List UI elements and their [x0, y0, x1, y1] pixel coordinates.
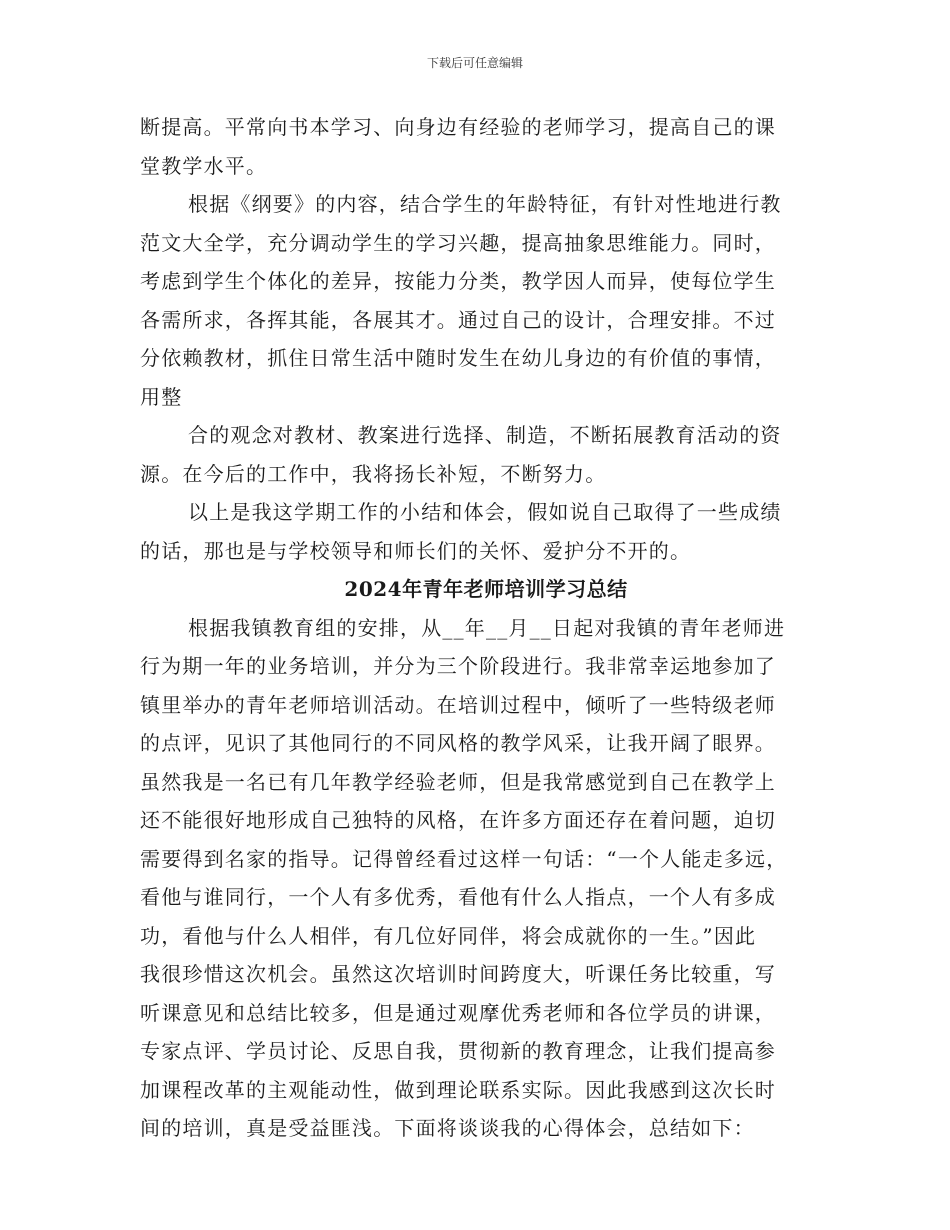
text-line: 范文大全学，充分调动学生的学习兴趣，提高抽象思维能力。同时， — [140, 230, 776, 255]
text-line: 功，看他与什么人相伴，有几位好同伴，将会成就你的一生。”因此 — [140, 923, 757, 948]
text-line: 用整 — [140, 384, 183, 409]
text-line: 合的观念对教材、教案进行选择、制造，不断拓展教育活动的资 — [188, 423, 782, 447]
text-line: 间的培训，真是受益匪浅。下面将谈谈我的心得体会，总结如下： — [140, 1116, 755, 1140]
section-title: 2024年青年老师培训学习总结 — [344, 577, 628, 601]
document-body — [140, 108, 812, 1148]
text-line: 考虑到学生个体化的差异，按能力分类，教学因人而异，使每位学生 — [140, 269, 776, 293]
text-line: 需要得到名家的指导。记得曾经看过这样一句话：“一个人能走多远， — [140, 846, 788, 871]
text-line: 看他与谁同行，一个人有多优秀，看他有什么人指点，一个人有多成 — [140, 885, 776, 909]
text-line: 的点评，见识了其他同行的不同风格的教学风采，让我开阔了眼界。 — [140, 731, 776, 755]
text-line: 断提高。平常向书本学习、向身边有经验的老师学习，提高自己的课 — [140, 115, 776, 139]
text-line: 根据《纲要》的内容，结合学生的年龄特征，有针对性地进行教 — [188, 192, 782, 216]
text-line: 各需所求，各挥其能，各展其才。通过自己的设计，合理安排。不过 — [140, 307, 776, 332]
text-line: 镇里举办的青年老师培训活动。在培训过程中，倾听了一些特级老师 — [140, 692, 776, 717]
text-line: 我很珍惜这次机会。虽然这次培训时间跨度大，听课任务比较重，写 — [140, 962, 776, 986]
text-line: 虽然我是一名已有几年教学经验老师，但是我常感觉到自己在教学上 — [140, 769, 776, 794]
text-line: 加课程改革的主观能动性，做到理论联系实际。因此我感到这次长时 — [140, 1077, 776, 1102]
page-header: 下载后可任意编辑 — [426, 56, 523, 70]
text-line: 分依赖教材，抓住日常生活中随时发生在幼儿身边的有价值的事情， — [140, 346, 776, 370]
text-line: 听课意见和总结比较多，但是通过观摩优秀老师和各位学员的讲课， — [140, 1000, 776, 1025]
text-line: 的话，那也是与学校领导和师长们的关怀、爱护分不开的。 — [140, 538, 692, 563]
text-line: 还不能很好地形成自己独特的风格，在许多方面还存在着问题，迫切 — [140, 808, 776, 832]
text-line: 源。在今后的工作中，我将扬长补短，不断努力。 — [140, 461, 607, 486]
text-line: 以上是我这学期工作的小结和体会，假如说自己取得了一些成绩 — [188, 500, 782, 524]
text-line: 堂教学水平。 — [140, 153, 268, 178]
text-line: 根据我镇教育组的安排，从__年__月__日起对我镇的青年老师进 — [188, 615, 786, 640]
text-line: 专家点评、学员讨论、反思自我，贯彻新的教育理念，让我们提高参 — [140, 1039, 776, 1063]
text-line: 行为期一年的业务培训，并分为三个阶段进行。我非常幸运地参加了 — [140, 654, 776, 678]
